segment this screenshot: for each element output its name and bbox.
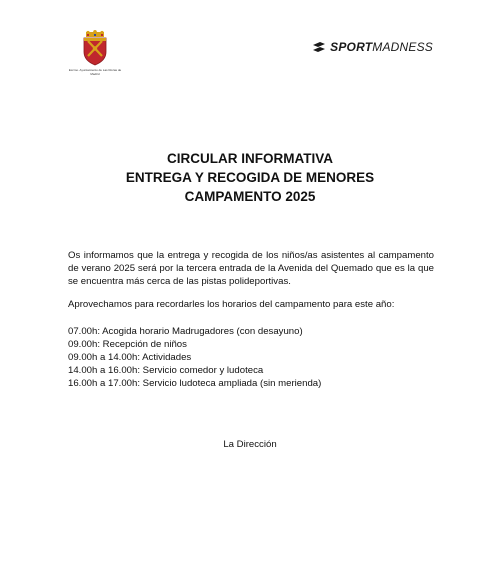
signature: La Dirección [223, 439, 277, 450]
sportmadness-mark-icon [312, 40, 326, 54]
schedule-intro-paragraph: Aprovechamos para recordarles los horarios del campamento para este año: [68, 299, 395, 310]
brand-madness-text: MADNESS [372, 40, 433, 54]
schedule-item: 09.00h: Recepción de niños [68, 339, 187, 350]
schedule-list [68, 325, 434, 390]
title-line-3: CAMPAMENTO 2025 [184, 189, 316, 204]
document-title [0, 149, 500, 206]
schedule-item: 09.00h a 14.00h: Actividades [68, 352, 192, 363]
schedule-item: 14.00h a 16.00h: Servicio comedor y ludoteca [68, 365, 264, 376]
crest-caption: Excmo. Ayuntamiento de Las Rozas de Madrid [68, 68, 122, 76]
intro-paragraph: Os informamos que la entrega y recogida de los niños/as asistentes al campamento de verano 2025 será por la tercera entrada de la Avenida del Quemado que es la que se encuentra más cerca de las pistas polideportivas. [68, 250, 434, 287]
schedule-item: 07.00h: Acogida horario Madrugadores (con desayuno) [68, 326, 303, 337]
municipal-crest-logo [80, 30, 110, 66]
sportmadness-logo [312, 40, 433, 54]
title-line-2: ENTREGA Y RECOGIDA DE MENORES [125, 170, 375, 185]
brand-sport-text: SPORT [330, 40, 373, 54]
schedule-item: 16.00h a 17.00h: Servicio ludoteca ampliada (sin merienda) [68, 378, 322, 389]
title-line-1: CIRCULAR INFORMATIVA [167, 151, 333, 166]
